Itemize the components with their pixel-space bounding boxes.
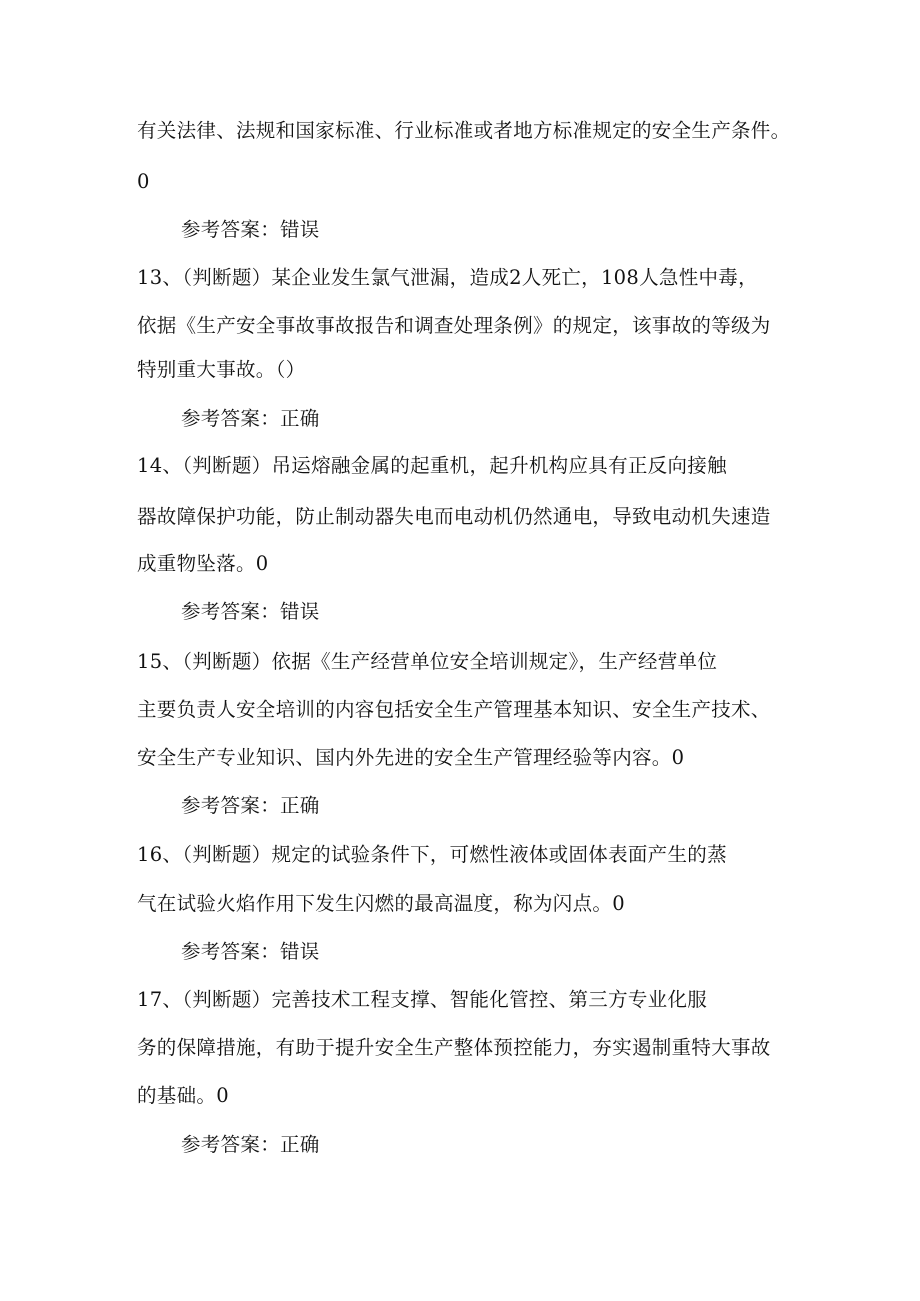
question-13-line-2: 依据《生产安全事故事故报告和调查处理条例》的规定，该事故的等级为 [137, 314, 771, 337]
question-17-line-1: 17、（判断题）完善技术工程支撑、智能化管控、第三方专业化服 [137, 988, 708, 1011]
continuation-line-1: 有关法律、法规和国家标准、行业标准或者地方标准规定的安全生产条件。 [137, 119, 791, 142]
question-14-line-2: 器故障保护功能，防止制动器失电而电动机仍然通电，导致电动机失速造 [137, 505, 771, 528]
question-17-line-2: 务的保障措施，有助于提升安全生产整体预控能力，夯实遏制重特大事故 [137, 1036, 771, 1059]
question-16-line-2: 气在试验火焰作用下发生闪燃的最高温度，称为闪点。0 [137, 892, 625, 915]
answer-13: 参考答案：正确 [181, 407, 320, 430]
answer-14: 参考答案：错误 [181, 600, 320, 623]
question-16-line-1: 16、（判断题）规定的试验条件下，可燃性液体或固体表面产生的蒸 [137, 843, 727, 866]
question-15-line-3: 安全生产专业知识、国内外先进的安全生产管理经验等内容。0 [137, 746, 685, 769]
question-14-line-3: 成重物坠落。0 [137, 552, 269, 575]
answer-16: 参考答案：错误 [181, 940, 320, 963]
question-13-line-1: 13、（判断题）某企业发生氯气泄漏，造成2人死亡，108人急性中毒， [137, 266, 758, 289]
question-13-line-3: 特别重大事故。（） [137, 358, 306, 381]
question-14-line-1: 14、（判断题）吊运熔融金属的起重机，起升机构应具有正反向接触 [137, 454, 727, 477]
answer-15: 参考答案：正确 [181, 794, 320, 817]
answer-12: 参考答案：错误 [181, 218, 320, 241]
answer-17: 参考答案：正确 [181, 1133, 320, 1156]
question-15-line-1: 15、（判断题）依据《生产经营单位安全培训规定》，生产经营单位 [137, 650, 718, 673]
question-15-line-2: 主要负责人安全培训的内容包括安全生产管理基本知识、安全生产技术、 [137, 698, 771, 721]
question-17-line-3: 的基础。0 [137, 1084, 229, 1107]
continuation-line-2: 0 [137, 170, 150, 193]
